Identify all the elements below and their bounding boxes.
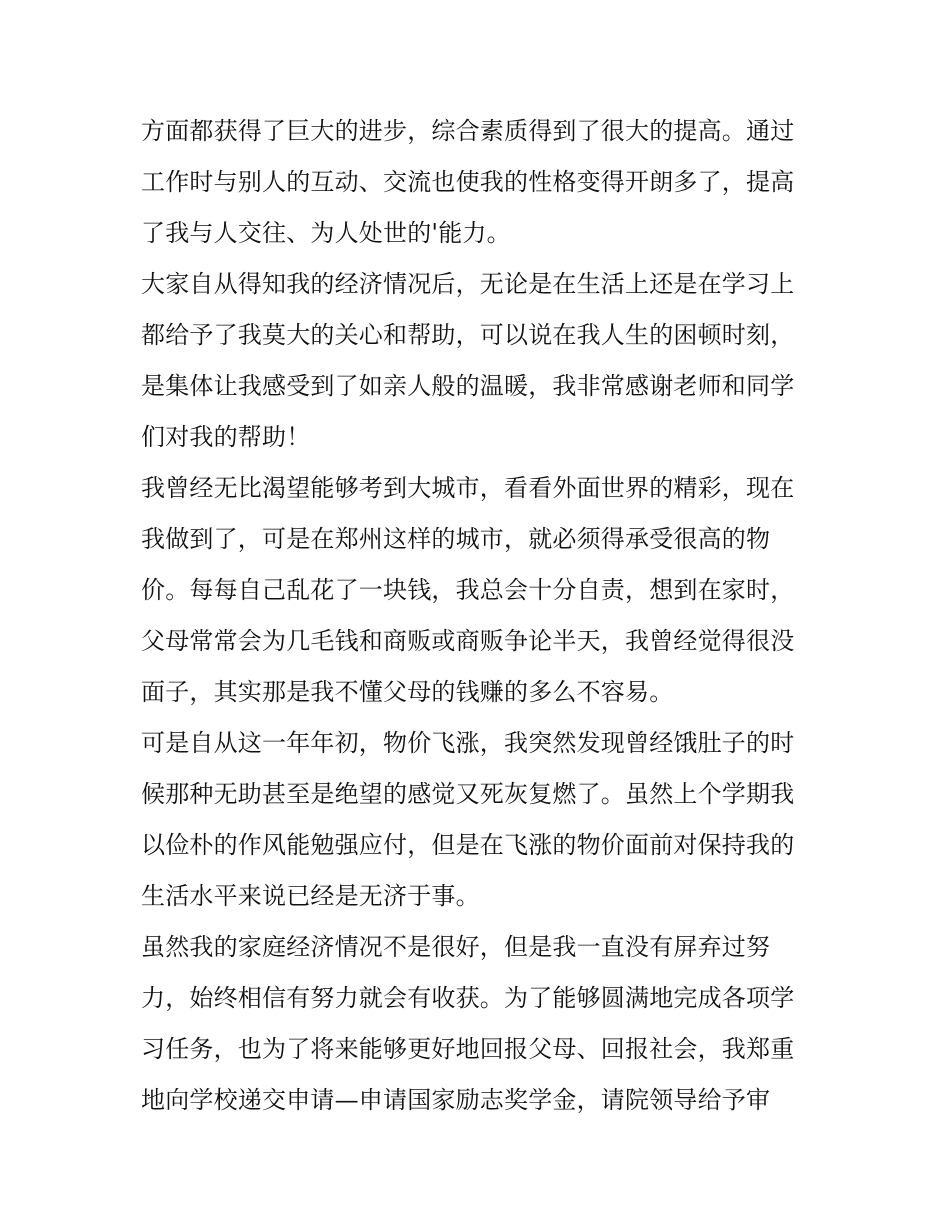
text-line: 工作时与别人的互动、交流也使我的性格变得开朗多了，提高 — [141, 168, 795, 196]
text-line: 了我与人交往、为人处世的'能力。 — [141, 219, 511, 247]
text-line: 地向学校递交申请—申请国家励志奖学金，请院领导给予审 — [141, 1086, 771, 1114]
text-line: 候那种无助甚至是绝望的感觉又死灰复燃了。虽然上个学期我 — [141, 780, 795, 808]
text-line: 我曾经无比渴望能够考到大城市，看看外面世界的精彩，现在 — [141, 474, 795, 502]
text-line: 虽然我的家庭经济情况不是很好，但是我一直没有屏弃过努 — [141, 933, 771, 961]
text-line: 可是自从这一年年初，物价飞涨，我突然发现曾经饿肚子的时 — [141, 729, 795, 757]
text-line: 方面都获得了巨大的进步，综合素质得到了很大的提高。通过 — [141, 117, 795, 145]
text-line: 面子，其实那是我不懂父母的钱赚的多么不容易。 — [141, 678, 674, 706]
text-line: 是集体让我感受到了如亲人般的温暖，我非常感谢老师和同学 — [141, 372, 795, 400]
text-line: 生活水平来说已经是无济于事。 — [141, 882, 480, 910]
text-line: 我做到了，可是在郑州这样的城市，就必须得承受很高的物 — [141, 525, 771, 553]
text-line: 父母常常会为几毛钱和商贩或商贩争论半天，我曾经觉得很没 — [141, 627, 795, 655]
text-line: 力，始终相信有努力就会有收获。为了能够圆满地完成各项学 — [141, 984, 795, 1012]
text-line: 以俭朴的作风能勉强应付，但是在飞涨的物价面前对保持我的 — [141, 831, 795, 859]
document-text — [141, 106, 821, 1126]
text-line: 们对我的帮助！ — [141, 423, 311, 451]
text-line: 大家自从得知我的经济情况后，无论是在生活上还是在学习上 — [141, 270, 795, 298]
text-line: 价。每每自己乱花了一块钱，我总会十分自责，想到在家时， — [141, 576, 795, 604]
text-line: 习任务，也为了将来能够更好地回报父母、回报社会，我郑重 — [141, 1035, 795, 1063]
text-line: 都给予了我莫大的关心和帮助，可以说在我人生的困顿时刻， — [141, 321, 795, 349]
